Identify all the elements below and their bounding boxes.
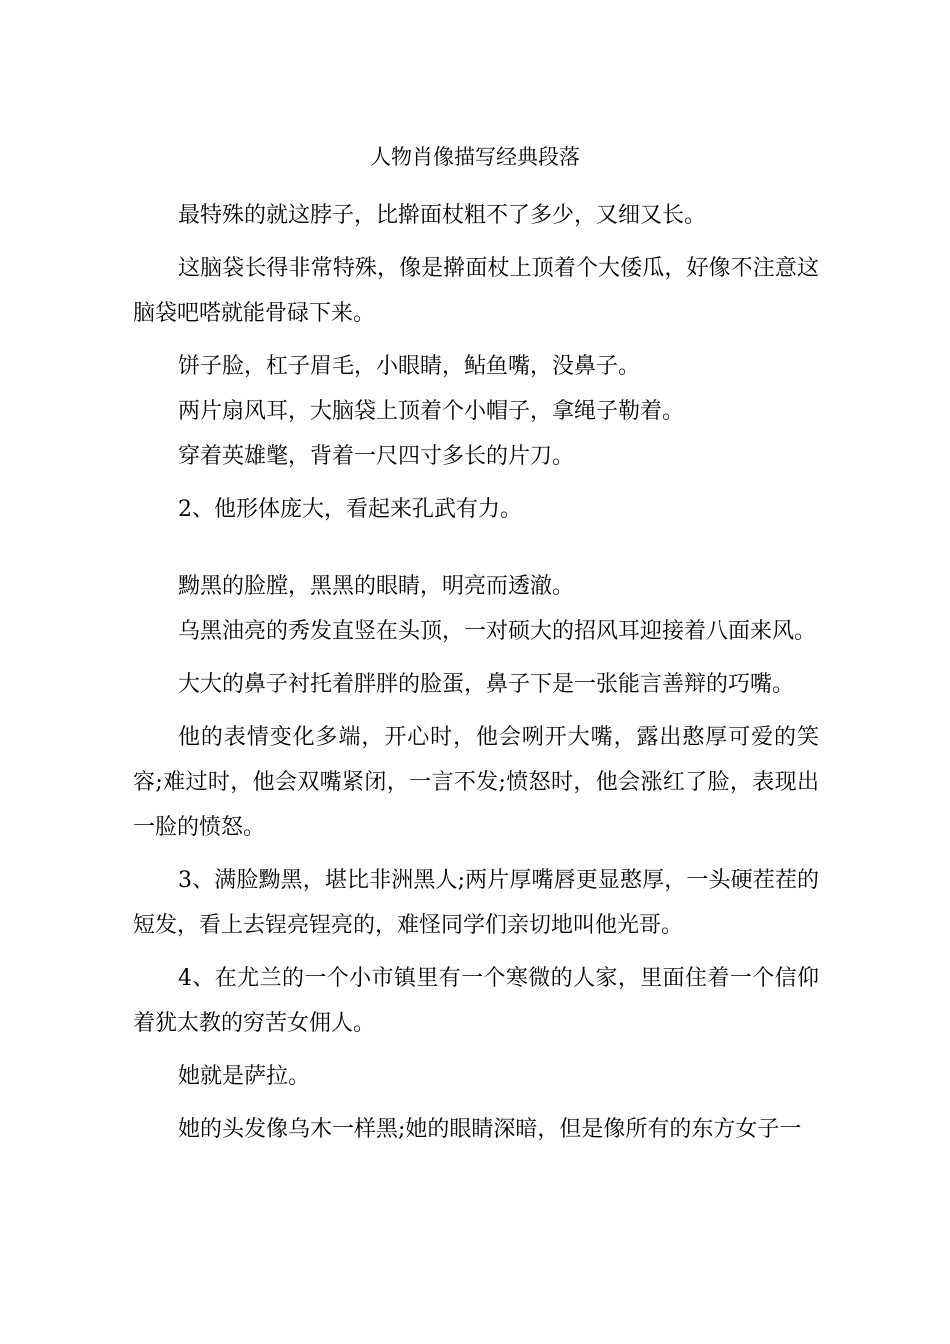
document-body	[133, 193, 819, 1152]
paragraph: 她就是萨拉。	[178, 1064, 311, 1089]
paragraph: 大大的鼻子衬托着胖胖的脸蛋，鼻子下是一张能言善辩的巧嘴。	[178, 672, 795, 697]
paragraph: 黝黑的脸膛，黑黑的眼睛，明亮而透澈。	[178, 574, 575, 599]
paragraph: 3、满脸黝黑，堪比非洲黑人;两片厚嘴唇更显憨厚，一头硬茬茬的短发，看上去锃亮锃亮的，难怪同学们亲切地叫他光哥。	[133, 868, 819, 938]
paragraph: 最特殊的就这脖子，比擀面杖粗不了多少，又细又长。	[178, 203, 707, 228]
paragraph: 4、在尤兰的一个小市镇里有一个寒微的人家，里面住着一个信仰着犹太教的穷苦女佣人。	[133, 966, 819, 1036]
paragraph: 2、他形体庞大，看起来孔武有力。	[178, 497, 522, 522]
paragraph: 两片扇风耳，大脑袋上顶着个小帽子，拿绳子勒着。	[178, 399, 685, 424]
paragraph: 她的头发像乌木一样黑;她的眼睛深暗，但是像所有的东方女子一	[178, 1117, 802, 1142]
paragraph: 这脑袋长得非常特殊，像是擀面杖上顶着个大倭瓜，好像不注意这脑袋吧嗒就能骨碌下来。	[133, 256, 819, 326]
paragraph: 饼子脸，杠子眉毛，小眼睛，鲇鱼嘴，没鼻子。	[178, 354, 641, 379]
paragraph: 乌黑油亮的秀发直竖在头顶，一对硕大的招风耳迎接着八面来风。	[178, 619, 817, 644]
paragraph: 穿着英雄氅，背着一尺四寸多长的片刀。	[178, 444, 575, 469]
paragraph: 他的表情变化多端，开心时，他会咧开大嘴，露出憨厚可爱的笑容;难过时，他会双嘴紧闭，一言不发;愤怒时，他会涨红了脸，表现出一脸的愤怒。	[133, 725, 819, 840]
document-title: 人物肖像描写经典段落	[370, 145, 580, 169]
